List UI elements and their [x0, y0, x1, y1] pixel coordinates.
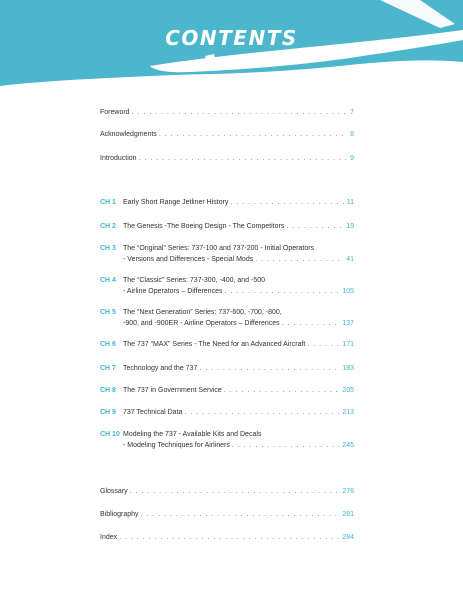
chapter-label: CH 6 [100, 341, 116, 348]
entry-title: Technology and the 737 [123, 365, 198, 372]
entry-subtitle: - Airline Operators – Differences [123, 288, 223, 295]
dot-leader [184, 407, 340, 418]
toc-entry-introduction[interactable] [100, 153, 354, 164]
entry-title: The 737 in Government Service [123, 387, 222, 394]
entry-page-number: 281 [342, 511, 354, 518]
chapter-label: CH 8 [100, 387, 116, 394]
toc-entry-ch4[interactable] [100, 275, 354, 297]
toc-entry-ch8[interactable] [100, 385, 354, 396]
toc-entry-ch1[interactable] [100, 197, 354, 208]
dot-leader [255, 254, 344, 265]
toc-entry-ch6[interactable] [100, 339, 354, 350]
dot-leader [224, 385, 340, 396]
entry-page-number: 284 [342, 534, 354, 541]
toc-entry-ch2[interactable] [100, 221, 354, 232]
entry-page-number: 105 [342, 288, 354, 295]
page-title: CONTENTS [165, 26, 298, 50]
entry-title: The 737 “MAX” Series - The Need for an Advanced Aircraft [123, 341, 306, 348]
dot-leader [139, 153, 349, 164]
entry-page-number: 19 [346, 223, 354, 230]
chapter-label: CH 4 [100, 277, 116, 284]
entry-title: Modeling the 737 - Available Kits and Decals [123, 431, 262, 438]
entry-title: The “Next Generation” Series: 737-600, -700, -800, [123, 309, 282, 316]
toc-entry-ch5[interactable] [100, 307, 354, 329]
entry-title: Introduction [100, 155, 137, 162]
entry-title: Early Short Range Jetliner History [123, 199, 229, 206]
toc-entry-index[interactable] [100, 532, 354, 543]
entry-page-number: 7 [350, 109, 354, 116]
toc-entry-ch10[interactable] [100, 429, 354, 451]
entry-title: Foreword [100, 109, 130, 116]
entry-page-number: 213 [342, 409, 354, 416]
dot-leader [282, 318, 341, 329]
chapter-label: CH 1 [100, 199, 116, 206]
toc-entry-ch9[interactable] [100, 407, 354, 418]
chapter-label: CH 9 [100, 409, 116, 416]
entry-title: 737 Technical Data [123, 409, 183, 416]
entry-subtitle: - Modeling Techniques for Airliners [123, 442, 230, 449]
dot-leader [230, 197, 344, 208]
entry-title: Bibliography [100, 511, 139, 518]
entry-page-number: 183 [342, 365, 354, 372]
entry-subtitle: -900, and -900ER - Airline Operators – Differences [123, 320, 280, 327]
chapter-label: CH 10 [100, 431, 120, 438]
dot-leader [159, 129, 348, 140]
entry-page-number: 41 [346, 256, 354, 263]
entry-page-number: 245 [342, 442, 354, 449]
chapter-label: CH 3 [100, 245, 116, 252]
toc-entry-glossary[interactable] [100, 486, 354, 497]
chapter-label: CH 7 [100, 365, 116, 372]
dot-leader [286, 221, 344, 232]
entry-page-number: 276 [342, 488, 354, 495]
entry-page-number: 205 [342, 387, 354, 394]
dot-leader [224, 286, 340, 297]
entry-title: The “Original” Series: 737-100 and 737-200 - Initial Operators [123, 245, 315, 252]
dot-leader [119, 532, 340, 543]
chapter-label: CH 5 [100, 309, 116, 316]
entry-page-number: 9 [350, 155, 354, 162]
toc-entry-acknowledgments[interactable] [100, 129, 354, 140]
entry-page-number: 8 [350, 131, 354, 138]
entry-title: Index [100, 534, 118, 541]
dot-leader [232, 440, 340, 451]
entry-page-number: 171 [342, 341, 354, 348]
dot-leader [130, 486, 341, 497]
dot-leader [141, 509, 341, 520]
toc-entry-ch7[interactable] [100, 363, 354, 374]
dot-leader [307, 339, 340, 350]
toc-entry-ch3[interactable] [100, 243, 354, 265]
entry-page-number: 11 [346, 199, 354, 206]
entry-title: Acknowledgments [100, 131, 157, 138]
chapter-label: CH 2 [100, 223, 116, 230]
toc-entry-foreword[interactable] [100, 107, 354, 118]
dot-leader [132, 107, 349, 118]
toc-entry-bibliography[interactable] [100, 509, 354, 520]
entry-subtitle: - Versions and Differences - Special Mods [123, 256, 254, 263]
header-banner [0, 0, 463, 90]
dot-leader [199, 363, 340, 374]
entry-title: The Genesis -The Boeing Design - The Competitors [123, 223, 285, 230]
entry-page-number: 137 [342, 320, 354, 327]
entry-title: The “Classic” Series: 737-300, -400, and -500 [123, 277, 266, 284]
entry-title: Glossary [100, 488, 128, 495]
